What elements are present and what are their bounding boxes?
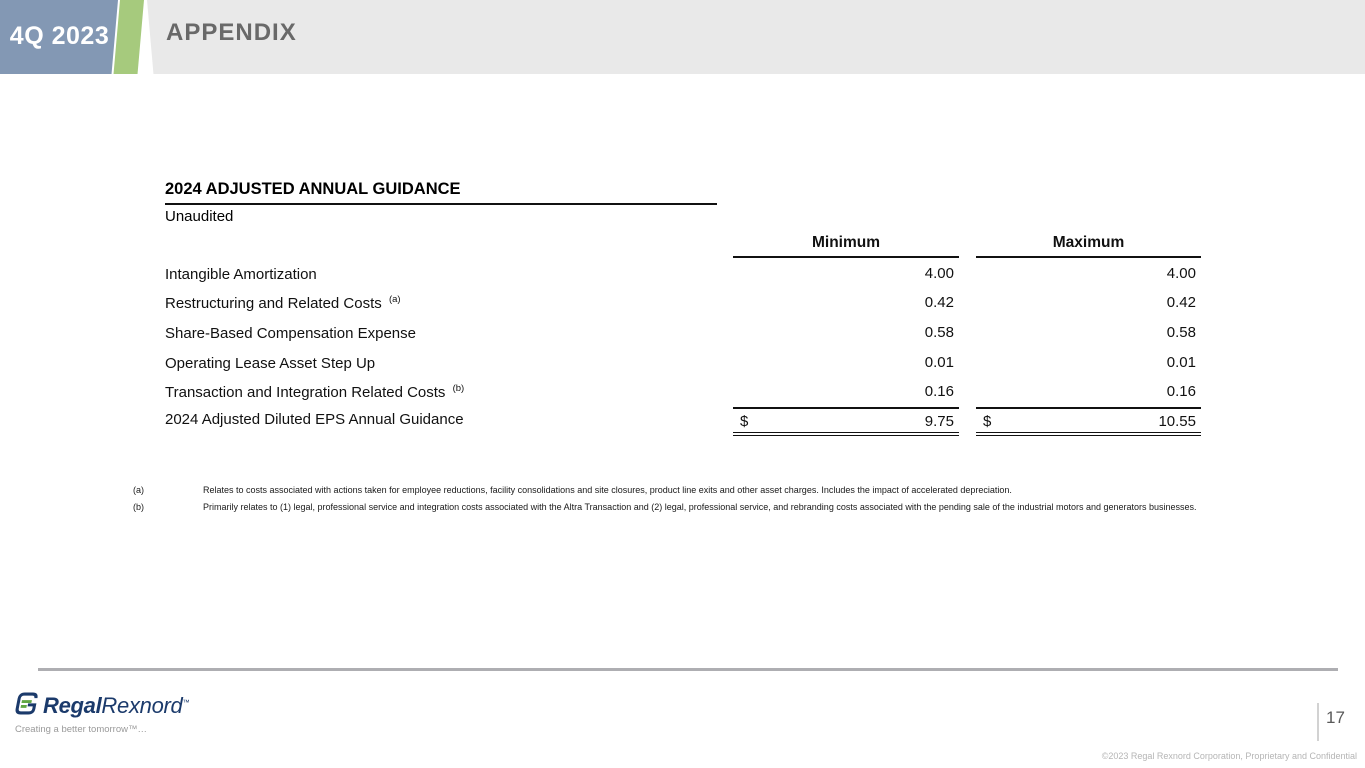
table-row: [165, 288, 1201, 318]
table-header-row: [165, 229, 1365, 258]
table-row: [165, 259, 1201, 289]
min-value: 0.01: [924, 353, 954, 371]
table-row: [165, 348, 1201, 378]
guidance-title: 2024 ADJUSTED ANNUAL GUIDANCE: [165, 180, 717, 205]
row-max-cell: [976, 288, 1201, 318]
max-total-value: 10.55: [1158, 413, 1196, 431]
row-max-cell: [976, 348, 1201, 378]
regal-rexnord-logo-icon: [13, 690, 40, 722]
row-min-cell: [733, 288, 959, 318]
guidance-title-block: [165, 180, 717, 225]
company-logo: [13, 690, 189, 735]
max-value: 4.00: [1166, 264, 1196, 282]
footnote-a: [133, 485, 1358, 495]
row-max-cell: [976, 318, 1201, 348]
row-label-text: Restructuring and Related Costs: [165, 295, 382, 313]
row-label: [165, 377, 733, 407]
min-value: 0.42: [924, 294, 954, 312]
row-max-cell: [976, 259, 1201, 289]
page-title: APPENDIX: [166, 19, 297, 46]
row-min-cell: [733, 348, 959, 378]
column-header-maximum: Maximum: [976, 229, 1201, 258]
row-min-cell: [733, 259, 959, 289]
row-label-text: Intangible Amortization: [165, 265, 317, 283]
column-gap: [959, 348, 976, 378]
row-label: [165, 318, 733, 348]
column-gap: [959, 229, 976, 258]
row-label: [165, 288, 733, 318]
guidance-subtitle: Unaudited: [165, 208, 234, 225]
quarter-badge-label: 4Q 2023: [9, 22, 110, 50]
green-accent-stripe: [114, 0, 144, 74]
total-row-label: 2024 Adjusted Diluted EPS Annual Guidance: [165, 411, 464, 429]
row-max-cell: [976, 377, 1201, 407]
row-label-text: Operating Lease Asset Step Up: [165, 354, 376, 372]
quarter-badge: [0, 0, 118, 74]
max-value: 0.58: [1166, 324, 1196, 342]
total-max-cell: [976, 407, 1201, 436]
row-label-text: Transaction and Integration Related Costs: [165, 384, 446, 402]
min-value: 0.16: [924, 383, 954, 401]
min-value: 0.58: [924, 324, 954, 342]
slide-header: [0, 0, 1365, 74]
max-value: 0.42: [1166, 294, 1196, 312]
total-min-cell: [733, 407, 959, 436]
max-value: 0.16: [1166, 383, 1196, 401]
logo-rexnord: Rexnord: [101, 693, 183, 718]
column-gap: [959, 259, 976, 289]
column-gap: [959, 407, 976, 436]
footnote-a-text: Relates to costs associated with actions taken for employee reductions, facility consolidations and site closures, product line exits and other asset charges. Includes the impact of accelerated depreciation.: [203, 485, 1012, 495]
table-row: [165, 377, 1201, 407]
footnote-marker: (a): [388, 294, 401, 306]
column-gap: [959, 288, 976, 318]
column-gap: [959, 318, 976, 348]
footer-divider: [38, 668, 1338, 671]
page-number: 17: [1326, 708, 1345, 727]
row-min-cell: [733, 318, 959, 348]
table-total-row: [165, 407, 1201, 434]
trademark-symbol: ™: [182, 699, 190, 707]
logo-wordmark: [43, 693, 189, 719]
column-header-minimum: Minimum: [733, 229, 959, 258]
row-label: [165, 259, 733, 289]
page-number-separator: [1317, 703, 1319, 741]
row-label-text: Share-Based Compensation Expense: [165, 325, 416, 343]
min-total-value: 9.75: [924, 413, 954, 431]
footnote-b: [133, 502, 1358, 512]
min-value: 4.00: [924, 264, 954, 282]
logo-tagline: Creating a better tomorrow™…: [15, 724, 147, 735]
footnote-a-marker: (a): [133, 485, 144, 495]
guidance-table: [165, 229, 1201, 434]
max-value: 0.01: [1166, 353, 1196, 371]
footnote-marker: (b): [452, 383, 465, 395]
currency-symbol: $: [983, 413, 992, 431]
logo-regal: Regal: [43, 693, 102, 718]
footnotes: [133, 485, 1358, 519]
footnote-b-marker: (b): [133, 502, 144, 512]
row-label: [165, 348, 733, 378]
currency-symbol: $: [740, 413, 749, 431]
copyright-notice: ©2023 Regal Rexnord Corporation, Proprietary and Confidential: [1101, 751, 1357, 761]
footnote-b-text: Primarily relates to (1) legal, professional service and integration costs associated with the Altra Transaction and (2) legal, professional service, and rebranding costs associated with the pending sale of the industrial motors and generators businesses.: [203, 502, 1197, 512]
header-background: [147, 0, 1365, 74]
header-spacer: [165, 229, 733, 258]
column-gap: [959, 377, 976, 407]
table-row: [165, 318, 1201, 348]
row-min-cell: [733, 377, 959, 407]
